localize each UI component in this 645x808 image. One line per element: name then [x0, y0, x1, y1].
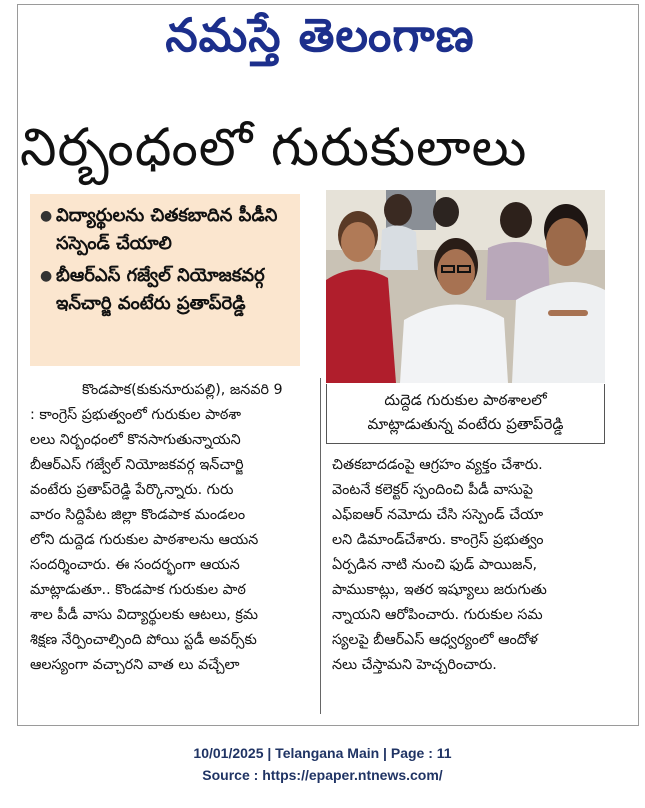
article-deck [30, 194, 300, 366]
article-text-line: వెంటనే కలెక్టర్ స్పందించి పీడీ వాసుపై [332, 482, 534, 498]
bullet-icon: ● [40, 208, 53, 224]
article-text-line: సందర్శించారు. ఈ సందర్భంగా ఆయన [30, 557, 240, 573]
article-text-line: వంటేరు ప్రతాప్‌రెడ్డి పేర్కొన్నారు. గురు [30, 482, 234, 498]
article-text-line: మాట్లాడుతూ.. కొండపాక గురుకుల పాఠ [30, 582, 246, 598]
article-text-line: శాల పీడీ వాసు విద్యార్థులకు ఆటలు, క్రమ [30, 607, 258, 623]
article-text-line: న్నాయని ఆరోపించారు. గురుకుల సమ [332, 607, 543, 623]
source-link[interactable]: https://epaper.ntnews.com/ [262, 767, 443, 783]
photo-caption-line: మాట్లాడుతున్న వంటేరు ప్రతాప్‌రెడ్డి [367, 415, 564, 433]
article-headline: నిర్బంధంలో గురుకులాలు [20, 118, 528, 178]
article-text-line: వారం సిద్దిపేట జిల్లా కొండపాక మండలం [30, 507, 246, 523]
edition-info: 10/01/2025 | Telangana Main | Page : 11 [193, 745, 452, 761]
newspaper-masthead: నమస్తే తెలంగాణ [165, 8, 475, 62]
article-text-line: నలు చేస్తామని హెచ్చరించారు. [332, 657, 497, 673]
article-text-line: ఏర్పడిన నాటి నుంచి ఫుడ్ పాయిజన్, [332, 557, 538, 573]
news-photo [326, 190, 605, 383]
article-text-line: లలు నిర్బంధంలో కొనసాగుతున్నాయని [30, 432, 241, 448]
article-text-line: ఆలస్యంగా వచ్చారని వాత లు వచ్చేలా [30, 657, 240, 673]
news-photo-image [326, 190, 605, 383]
article-column-right [332, 453, 608, 678]
deck-item [40, 262, 290, 318]
article-text-line: పాముకాట్లు, ఇతర ఇష్యూలు జరుగుతు [332, 582, 547, 598]
deck-item [40, 202, 290, 258]
article-dateline: కొండపాక(కుకునూరుపల్లి), జనవరి 9 [82, 382, 283, 398]
epaper-footer [0, 742, 645, 786]
article-column-left [30, 378, 313, 678]
article-text-line: లని డిమాండ్‌చేశారు. కాంగ్రెస్ ప్రభుత్వం [332, 532, 544, 548]
article-text-line: స్యలపై బీఆర్ఎస్ ఆధ్వర్యంలో ఆందోళ [332, 632, 538, 648]
source-line [0, 764, 645, 786]
photo-caption-line: దుద్దెడ గురుకుల పాఠశాలలో [384, 391, 547, 409]
article-text-line: చితకబాదడంపై ఆగ్రహం వ్యక్తం చేశారు. [332, 457, 543, 473]
article-text-line: బీఆర్ఎస్ గజ్వేల్ నియోజకవర్గ ఇన్‌చార్జి [30, 457, 244, 473]
deck-item-text: విద్యార్థులను చితకబాదిన పీడీని సస్పెండ్ చేయాలి [56, 205, 278, 254]
article-text-line: శిక్షణ నేర్పించాల్సింది పోయి స్టడీ అవర్స్‌కు [30, 632, 257, 648]
article-text-line: ఎఫ్ఐఆర్ నమోదు చేసి సస్పెండ్ చేయా [332, 507, 544, 523]
column-divider [320, 378, 321, 714]
bullet-icon: ● [40, 268, 53, 284]
article-text-line: : కాంగ్రెస్ ప్రభుత్వంలో గురుకుల పాఠశా [30, 407, 242, 423]
deck-item-text: బీఆర్ఎస్ గజ్వేల్ నియోజకవర్గ ఇన్‌చార్జి వంటేరు ప్రతాప్‌రెడ్డి [56, 265, 265, 314]
article-text-line: లోని దుద్దెడ గురుకుల పాఠశాలను ఆయన [30, 532, 259, 548]
photo-caption [326, 384, 605, 444]
source-label: Source : [202, 767, 263, 783]
